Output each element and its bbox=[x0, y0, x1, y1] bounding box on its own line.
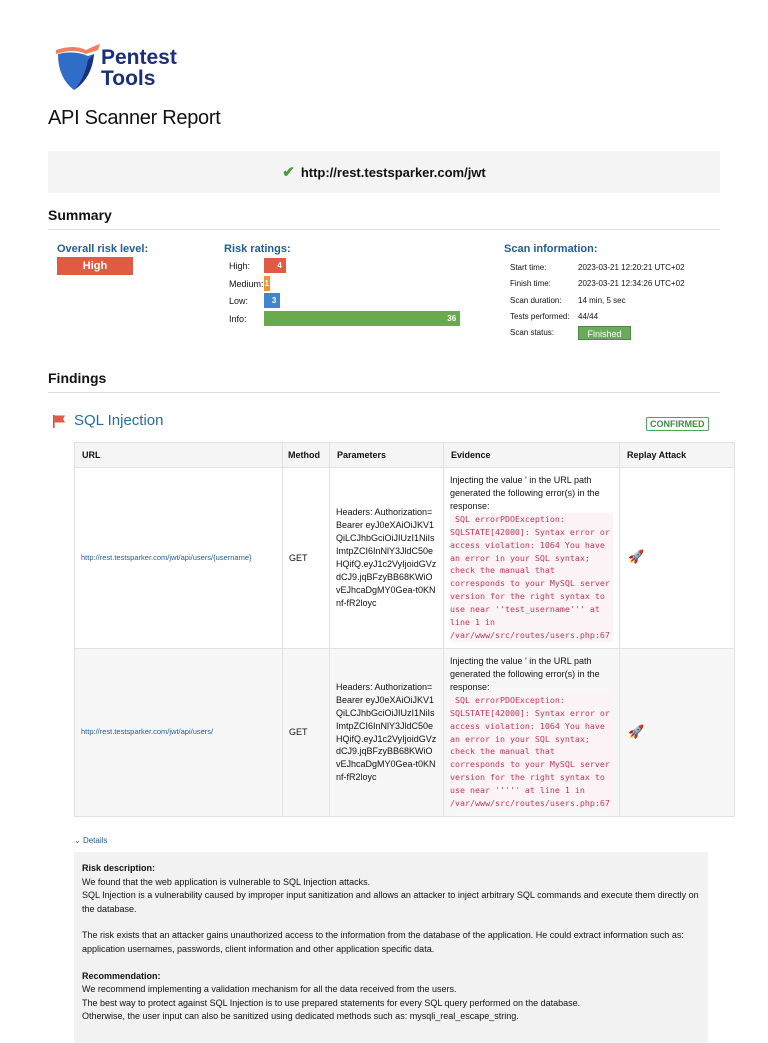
col-evidence: Evidence bbox=[444, 443, 620, 468]
col-url: URL bbox=[75, 443, 283, 468]
page-title: API Scanner Report bbox=[48, 107, 221, 129]
rocket-icon[interactable]: 🚀 bbox=[628, 723, 645, 739]
target-banner bbox=[48, 151, 720, 193]
rating-bar-high: 4 bbox=[264, 258, 286, 273]
rating-label: Low: bbox=[229, 296, 249, 306]
scan-info-key: Finish time: bbox=[510, 279, 551, 289]
check-icon: ✔ bbox=[282, 164, 295, 181]
recommendation-heading: Recommendation: bbox=[82, 970, 161, 981]
parameters: Headers: Authorization=Bearer eyJ0eXAiOiJKV1QiLCJhbGciOiJIUzI1NiIsImtpZCI6InNlY3JldC50eHQifQ.eyJ1c2VyIjoidGVzdCJ9.jqBFzyBB68KWiOvEJhcaDgMY0Gea-t0KNnf-fR2loyc bbox=[330, 468, 444, 649]
details-label: Details bbox=[82, 836, 108, 845]
scan-info-value: 14 min, 5 sec bbox=[578, 295, 626, 305]
risk-ratings-label: Risk ratings: bbox=[224, 243, 291, 255]
finding-title: SQL Injection bbox=[74, 412, 164, 429]
scan-info-key: Scan status: bbox=[510, 328, 555, 338]
replay-cell bbox=[620, 649, 735, 817]
risk-description-text: SQL Injection is a vulnerability caused by improper input sanitization and allows an attacker to inject arbitrary SQL commands and execute them directly on the database. bbox=[82, 890, 699, 914]
rating-label: Medium: bbox=[229, 278, 264, 289]
flag-icon bbox=[52, 414, 66, 428]
evidence-code: SQL errorPDOException: SQLSTATE[42000]: Syntax error or access violation: 1064 You have an error in your SQL syntax; check the manual that corresponds to your MySQL server version for the right syntax to use near ''''' at line 1 in /var/www/src/routes/users.php:67 bbox=[450, 694, 615, 809]
col-method: Method bbox=[283, 443, 330, 468]
logo-text: Pentest Tools bbox=[101, 46, 177, 90]
scan-info-label: Scan information: bbox=[504, 243, 598, 255]
evidence bbox=[444, 649, 620, 817]
overall-risk-label: Overall risk level: bbox=[57, 243, 149, 255]
target-url: http://rest.testsparker.com/jwt bbox=[300, 164, 486, 180]
method: GET bbox=[283, 649, 330, 817]
details-panel bbox=[74, 852, 708, 1043]
replay-cell bbox=[620, 468, 735, 649]
scan-info-value: 2023-03-21 12:34:26 UTC+02 bbox=[578, 279, 685, 289]
details-toggle[interactable] bbox=[74, 836, 107, 845]
evidence-intro: Injecting the value ' in the URL path generated the following error(s) in the response: bbox=[450, 656, 600, 692]
recommendation-text: The best way to protect against SQL Injection is to use prepared statements for every SQL query performed on the database. bbox=[82, 997, 581, 1008]
findings-heading: Findings bbox=[48, 370, 720, 393]
url-link[interactable]: http://rest.testsparker.com/jwt/api/users/{username} bbox=[75, 468, 283, 649]
evidence bbox=[444, 468, 620, 649]
findings-table bbox=[74, 442, 735, 817]
chevron-down-icon: ⌄ bbox=[74, 836, 81, 845]
risk-description-heading: Risk description: bbox=[82, 863, 156, 873]
table-row bbox=[75, 649, 735, 817]
risk-description-text: We found that the web application is vulnerable to SQL Injection attacks. bbox=[82, 876, 371, 887]
scan-info-key: Tests performed: bbox=[510, 311, 570, 321]
evidence-code: SQL errorPDOException: SQLSTATE[42000]: Syntax error or access violation: 1064 You have an error in your SQL syntax; check the manual that corresponds to your MySQL server version for the right syntax to use near ''test_username''' at line 1 in /var/www/src/routes/users.php:67 bbox=[450, 513, 615, 640]
rating-bar-info: 36 bbox=[264, 311, 460, 326]
col-parameters: Parameters bbox=[330, 443, 444, 468]
risk-description-text: The risk exists that an attacker gains unauthorized access to the information from the database of the application. He could extract information such as: application usernames, passwords, client information and other application specific data. bbox=[82, 930, 684, 954]
scan-info-key: Start time: bbox=[510, 263, 547, 272]
scan-info-key: Scan duration: bbox=[510, 295, 562, 305]
rating-bar-low: 3 bbox=[264, 293, 280, 308]
scan-status-badge: Finished bbox=[578, 326, 631, 340]
scan-info-value: 44/44 bbox=[578, 311, 599, 321]
confirmed-badge: CONFIRMED bbox=[646, 417, 709, 431]
evidence-intro: Injecting the value ' in the URL path generated the following error(s) in the response: bbox=[450, 475, 600, 511]
overall-risk-badge: High bbox=[57, 257, 133, 275]
recommendation-text: We recommend implementing a validation mechanism for all the data received from the users. bbox=[82, 984, 457, 995]
url-link[interactable]: http://rest.testsparker.com/jwt/api/users/ bbox=[75, 649, 283, 817]
rating-label: Info: bbox=[229, 313, 247, 324]
rating-bar-medium: 1 bbox=[264, 276, 270, 291]
recommendation-text: Otherwise, the user input can also be sanitized using dedicated methods such as: mysqli_real_escape_string. bbox=[82, 1011, 519, 1022]
rating-label: High: bbox=[229, 261, 251, 271]
method: GET bbox=[283, 468, 330, 649]
parameters: Headers: Authorization=Bearer eyJ0eXAiOiJKV1QiLCJhbGciOiJIUzI1NiIsImtpZCI6InNlY3JldC50eHQifQ.eyJ1c2VyIjoidGVzdCJ9.jqBFzyBB68KWiOvEJhcaDgMY0Gea-t0KNnf-fR2loyc bbox=[330, 649, 444, 817]
scan-info-value: 2023-03-21 12:20:21 UTC+02 bbox=[578, 263, 685, 272]
rocket-icon[interactable]: 🚀 bbox=[628, 549, 645, 565]
table-row bbox=[75, 468, 735, 649]
col-replay: Replay Attack bbox=[620, 443, 735, 468]
summary-heading: Summary bbox=[48, 207, 720, 230]
